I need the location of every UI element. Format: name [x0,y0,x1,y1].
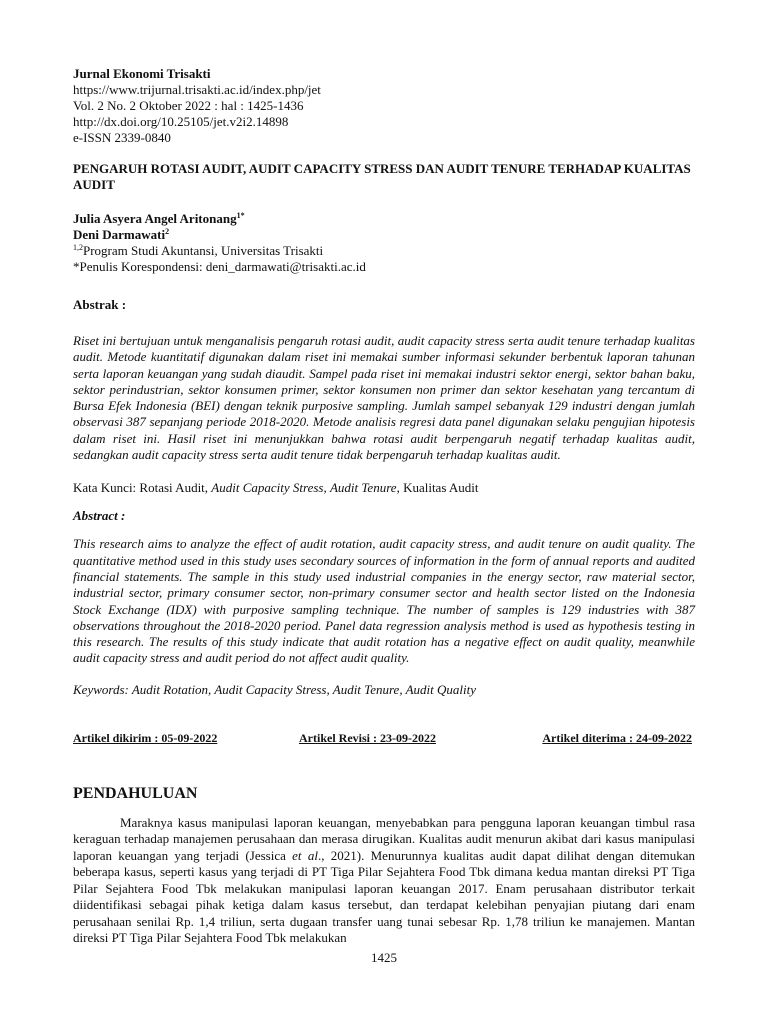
journal-volume: Vol. 2 No. 2 Oktober 2022 : hal : 1425-1436 [73,98,304,113]
paper-page [73,66,695,947]
author-2-name: Deni Darmawati [73,227,166,242]
body-text-b: ., 2021). Menurunnya kualitas audit dapat dilihat dengan ditemukan beberapa kasus, seperti kasus yang terjadi di PT Tiga Pilar Sejahtera Food Tbk dimana kedua mantan direksi PT Tiga Pilar Sejahtera Food Tbk melakukan manipulasi laporan keuangan 2017. Enam perusahaan distributor terkait diidentifikasi sebagai pihak ketiga dalam kasus tersebut, dan terdapat kelebihan penyajian piutang dari enam perusahaan senilai Rp. 1,4 triliun, serta dugaan transfer uang tunai sebesar Rp. 1,78 triliun ke manajemen. Mantan direksi PT Tiga Pilar Sejahtera Food Tbk melakukan [73,847,695,946]
kata-kunci-suffix: , Kualitas Audit [396,480,479,496]
abstract-text: This research aims to analyze the effect of audit rotation, audit capacity stress, and audit tenure on audit quality. The quantitative method used in this study uses secondary sources of information in the form of annual reports and audited financial statements. The sample in this study used industrial companies in the energy sector, raw material sector, industrial sector, primary consumer sector, non-primary consumer sector and health sector listed on the Indonesia Stock Exchange (IDX) with purposive sampling technique. The number of samples is 129 industries with 387 observations throughout the 2018-2020 period. Panel data regression analysis method is used as hypothesis testing in this research. The results of this study indicate that audit rotation has a negative effect on audit quality, meanwhile audit capacity stress and audit period do not affect audit quality. [73,536,695,666]
kata-kunci-italic-2: Audit Tenure [329,480,397,496]
affiliation-text: Program Studi Akuntansi, Universitas Trisakti [83,243,324,258]
kata-kunci [73,480,695,496]
date-accepted: Artikel diterima : 24-09-2022 [542,730,692,745]
author-1 [73,211,695,227]
body-etal: et al [292,847,318,863]
body-text-a: Maraknya kasus manipulasi laporan keuangan, menyebabkan para pengguna laporan keuangan timbul rasa keraguan terhadap manajemen perusahaan dan merasa dirugikan. Kualitas audit menurun akibat dari kasus manipulasi laporan keuangan yang terjadi (Jessica [73,814,695,863]
author-1-sup: 1* [236,211,245,220]
page-number: 1425 [371,950,397,965]
author-2-sup: 2 [165,227,170,236]
correspondence: *Penulis Korespondensi: deni_darmawati@trisakti.ac.id [73,259,366,274]
author-block [73,211,695,275]
affiliation-sup: 1,2 [73,243,83,252]
date-submitted: Artikel dikirim : 05-09-2022 [73,730,218,745]
author-1-name: Julia Asyera Angel Aritonang [73,211,237,226]
journal-url[interactable]: https://www.trijurnal.trisakti.ac.id/index.php/jet [73,82,321,97]
body-paragraph [73,815,695,947]
affiliation [73,243,695,259]
abstrak-heading: Abstrak : [73,297,127,312]
doi-link[interactable]: http://dx.doi.org/10.25105/jet.v2i2.14898 [73,114,289,129]
kata-kunci-prefix: Kata Kunci: Rotasi Audit, [73,480,212,496]
journal-name: Jurnal Ekonomi Trisakti [73,66,211,81]
section-heading: PENDAHULUAN [73,784,198,802]
issn: e-ISSN 2339-0840 [73,130,171,145]
abstract-heading: Abstract : [73,508,126,524]
kata-kunci-italic-1: Audit Capacity Stress [211,480,324,496]
journal-header [73,66,695,146]
kata-kunci-sep: , [323,480,330,496]
author-2 [73,227,695,243]
keywords: Keywords: Audit Rotation, Audit Capacity Stress, Audit Tenure, Audit Quality [73,681,476,697]
paper-title: PENGARUH ROTASI AUDIT, AUDIT CAPACITY STRESS DAN AUDIT TENURE TERHADAP KUALITAS AUDIT [73,161,691,192]
date-revised: Artikel Revisi : 23-09-2022 [299,730,436,745]
abstrak-text: Riset ini bertujuan untuk menganalisis pengaruh rotasi audit, audit capacity stress serta audit tenure terhadap kualitas audit. Metode kuantitatif digunakan dalam riset ini memakai sumber informasi sekunder berbentuk laporan tahunan serta laporan keuangan yang sudah diaudit. Sampel pada riset ini memakai industri sektor energi, sektor bahan baku, sektor perindustrian, sektor konsumen primer, sektor konsumen non primer dan sektor kesehatan yang tercantum di Bursa Efek Indonesia (BEI) dengan teknik purposive sampling. Jumlah sampel sebanyak 129 industri dengan jumlah observasi 387 sepanjang periode 2018-2020. Metode analisis regresi data panel digunakan selaku pengujian hipotesis dalam riset ini. Hasil riset ini menunjukkan bahwa rotasi audit berpengaruh negatif terhadap kualitas audit, sedangkan audit capacity stress serta audit tenure tidak berpengaruh terhadap kualitas audit. [73,333,695,463]
article-dates [73,731,695,747]
